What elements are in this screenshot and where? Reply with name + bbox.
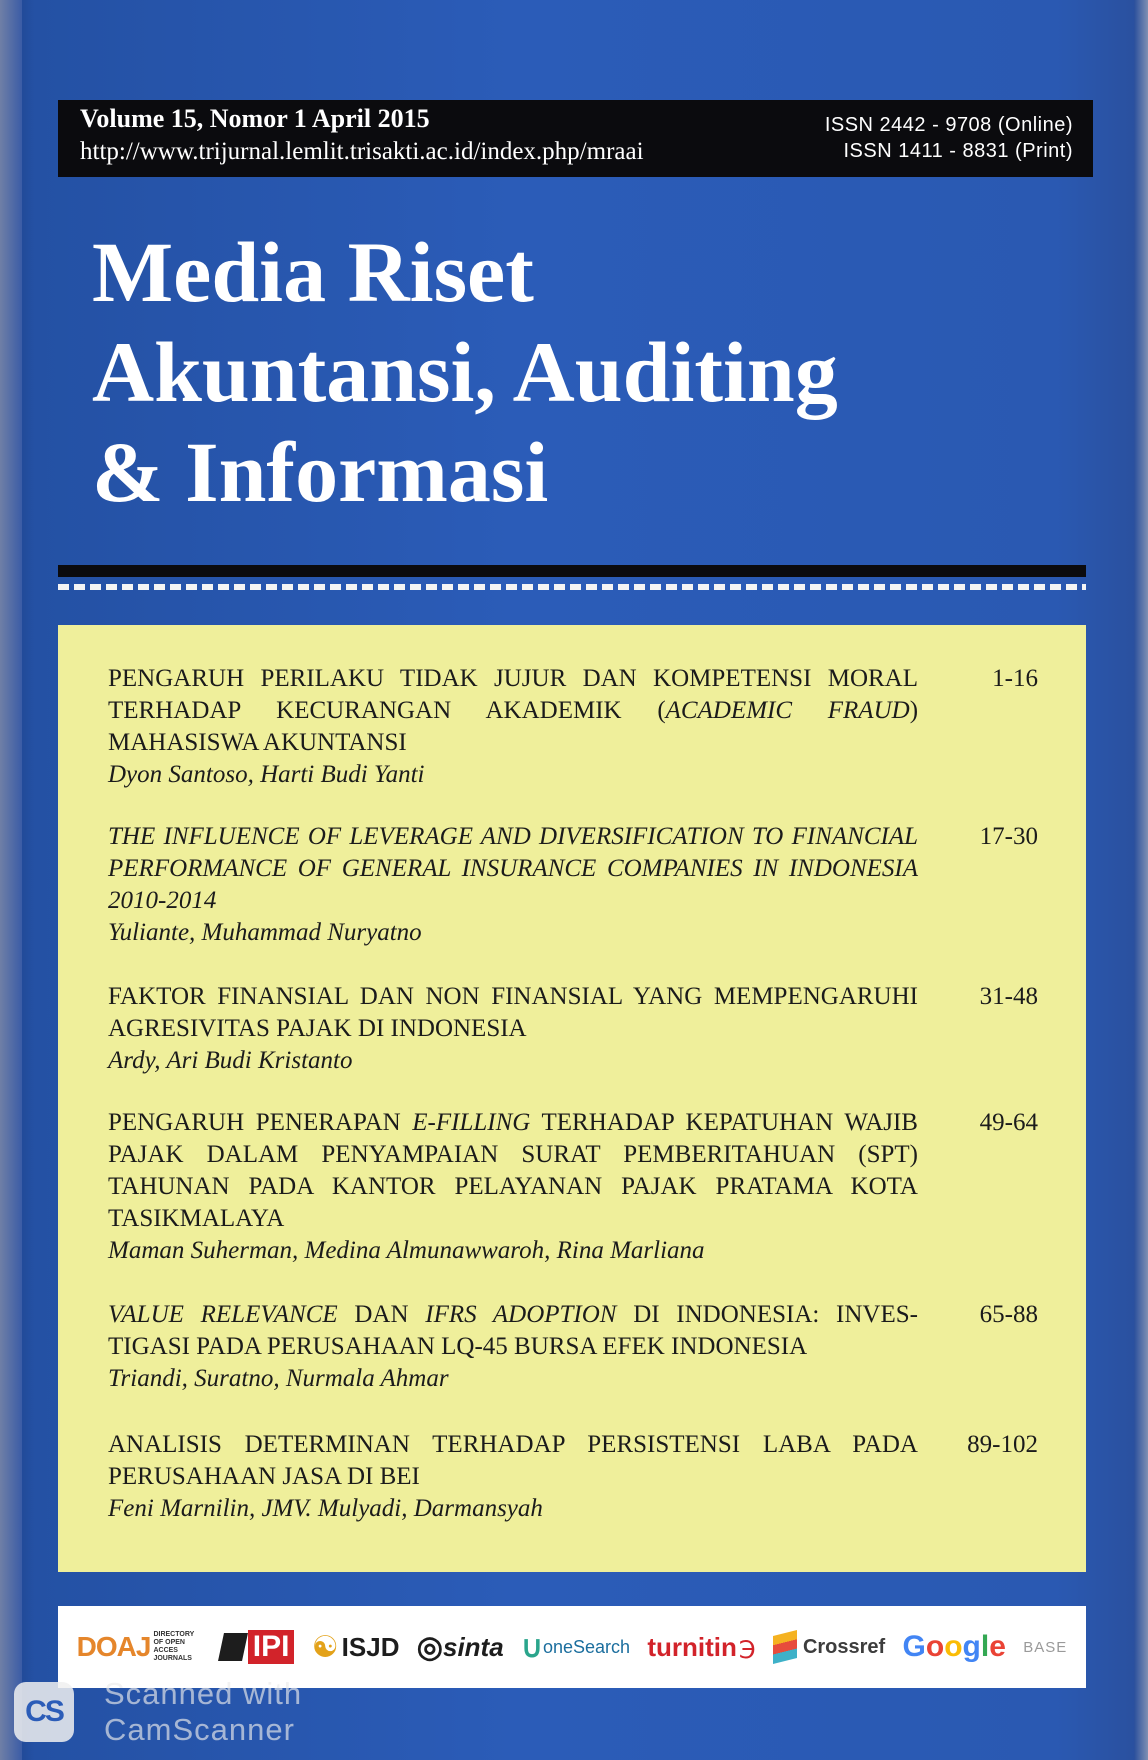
isjd-swirl-icon: ☯ [311, 1630, 339, 1664]
toc-entry [108, 1429, 1038, 1525]
article-title: THE INFLUENCE OF LEVERAGE AND DIVERSIFICATION TO FINANCIAL PERFORMANCE OF GENERAL INSURANCE COMPANIES IN INDONESIA 2010-2014 [108, 823, 918, 914]
article-authors: Ardy, Ari Budi Kristanto [108, 1047, 353, 1074]
article-pages: 65-88 [979, 1301, 1038, 1328]
title-line-3: & Informasi [92, 424, 549, 520]
article-authors: Yuliante, Muhammad Nuryatno [108, 919, 422, 946]
article-authors: Dyon Santoso, Harti Budi Yanti [108, 761, 425, 788]
turnitin-mark-icon: ℈ [738, 1633, 756, 1661]
title-line-1: Media Riset [92, 224, 534, 320]
divider-dashed [58, 584, 1086, 590]
divider-solid [58, 565, 1086, 577]
sinta-logo: ◎ sinta [416, 1630, 504, 1664]
toc-entry [108, 1299, 1038, 1395]
camscanner-badge-icon: CS [14, 1682, 74, 1742]
title-line-2: Akuntansi, Auditing [92, 324, 838, 420]
issn-print: ISSN 1411 - 8831 (Print) [843, 140, 1073, 162]
toc-entry [108, 663, 1038, 791]
volume-info: Volume 15, Nomor 1 April 2015 [80, 104, 430, 133]
article-title: FAKTOR FINANSIAL DAN NON FINANSIAL YANG MEMPENGARUHI AGRESIVITAS PAJAK DI INDONESIA [108, 983, 918, 1042]
doaj-logo: DOAJ DIRECTORY OF OPEN ACCES JOURNALS [76, 1631, 195, 1662]
watermark-line-1: Scanned with [104, 1676, 303, 1711]
article-title: PENGARUH PENERAPAN E-FILLING TERHADAP KEPATUHAN WAJIB PAJAK DALAM PENYAMPAIAN SURAT PEMBERITAHUAN (SPT) TAHUNAN PADA KANTOR PELAYANAN PAJAK PRATAMA KOTA TASIKMALAYA [108, 1109, 918, 1232]
table-of-contents [58, 625, 1086, 1572]
google-scholar-logo: Google [902, 1630, 1006, 1663]
ipi-mark-icon [218, 1633, 248, 1661]
header-bar [58, 100, 1093, 177]
article-pages: 49-64 [979, 1109, 1038, 1136]
article-title: VALUE RELEVANCE DAN IFRS ADOPTION DI INDONESIA: INVES-TIGASI PADA PERUSAHAAN LQ-45 BURSA EFEK INDONESIA [108, 1301, 918, 1360]
article-authors: Triandi, Suratno, Nurmala Ahmar [108, 1365, 449, 1392]
ipi-logo: IPI [221, 1630, 295, 1664]
crossref-logo: Crossref [773, 1633, 885, 1661]
toc-entry [108, 981, 1038, 1077]
toc-entry [108, 1107, 1038, 1267]
base-logo: BASE [1023, 1638, 1068, 1656]
issn-online: ISSN 2442 - 9708 (Online) [824, 114, 1073, 136]
sinta-circle-icon: ◎ [416, 1630, 443, 1664]
article-pages: 31-48 [979, 983, 1038, 1010]
onesearch-logo: ∪ oneSearch [520, 1630, 631, 1664]
article-pages: 17-30 [979, 823, 1038, 850]
watermark-line-2: CamScanner [104, 1712, 295, 1747]
article-title: ANALISIS DETERMINAN TERHADAP PERSISTENSI LABA PADA PERUSAHAAN JASA DI BEI [108, 1431, 918, 1490]
journal-url: http://www.trijurnal.lemlit.trisakti.ac.id/index.php/mraai [80, 138, 644, 165]
article-title: PENGARUH PERILAKU TIDAK JUJUR DAN KOMPETENSI MORAL TERHADAP KECURANGAN AKADEMIK (ACADEMIC FRAUD) MAHASISWA AKUNTANSI [108, 665, 919, 756]
isjd-logo: ☯ ISJD [311, 1630, 400, 1664]
crossref-stripes-icon [773, 1630, 797, 1664]
turnitin-logo: turnitin ℈ [647, 1631, 756, 1662]
journal-title [92, 222, 1092, 522]
toc-entry [108, 821, 1038, 949]
onesearch-u-icon: ∪ [520, 1630, 543, 1664]
article-pages: 1-16 [992, 665, 1038, 692]
article-authors: Maman Suherman, Medina Almunawwaroh, Rina Marliana [108, 1237, 705, 1264]
article-pages: 89-102 [967, 1431, 1038, 1458]
article-authors: Feni Marnilin, JMV. Mulyadi, Darmansyah [108, 1495, 543, 1522]
